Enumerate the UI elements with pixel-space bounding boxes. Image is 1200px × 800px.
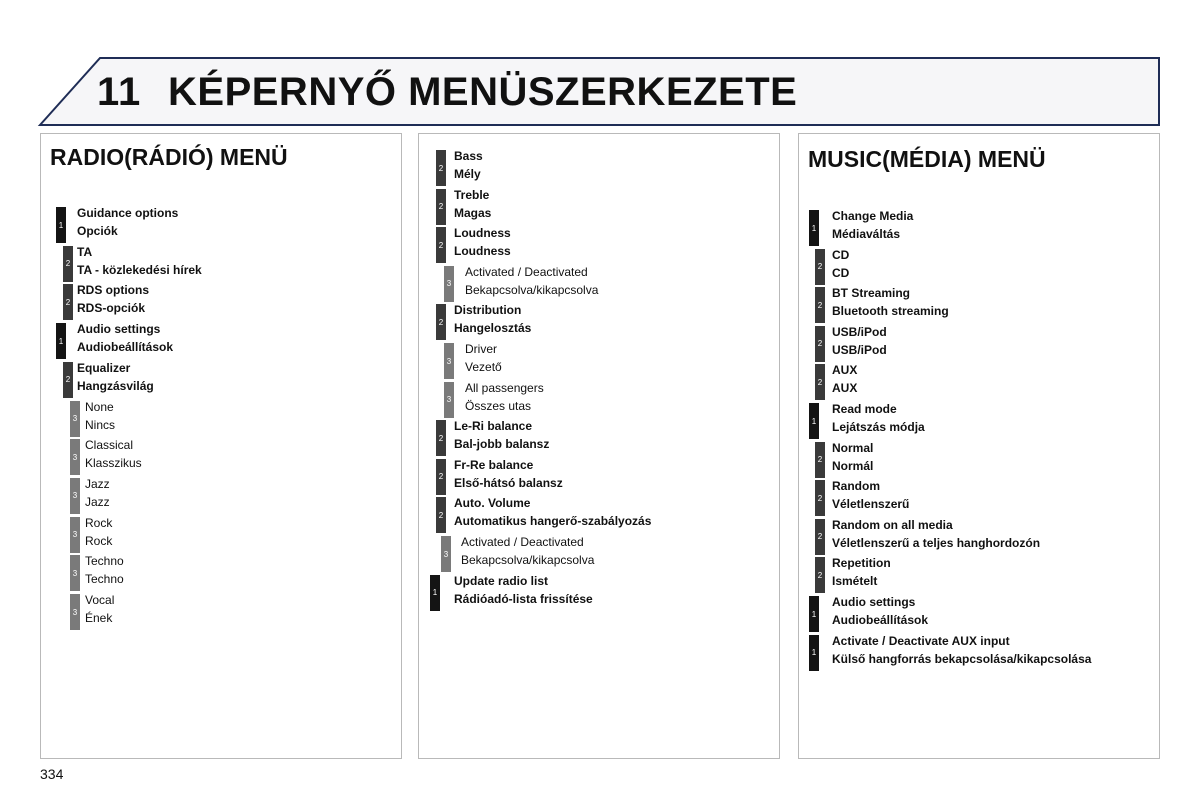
entry-label-hu: TA - közlekedési hírek (77, 262, 202, 277)
level-marker: 2 (815, 326, 825, 362)
level-marker: 2 (815, 364, 825, 400)
level-marker: 2 (815, 442, 825, 478)
level-marker: 2 (436, 497, 446, 533)
entry-label-en: USB/iPod (832, 324, 887, 339)
entry-labels (832, 632, 1091, 668)
entry-label-en: Auto. Volume (454, 496, 531, 511)
entry-label-en: Read mode (832, 402, 897, 416)
entry-label-hu: Normál (832, 458, 874, 473)
level-marker: 3 (444, 382, 454, 418)
chapter-number: 11 (97, 70, 142, 114)
level-marker: 1 (56, 207, 66, 243)
entry-label-hu: Rádióadó-lista frissítése (454, 591, 593, 606)
entry-label-hu: Ismételt (832, 574, 878, 589)
entry-labels (832, 554, 891, 590)
entry-label-en: Jazz (85, 476, 110, 491)
entry-labels (77, 243, 202, 279)
level-marker: 3 (70, 555, 80, 591)
level-marker: 2 (63, 362, 73, 398)
level-marker: 3 (70, 401, 80, 437)
entry-label-en: Change Media (832, 209, 914, 223)
audio-settings-panel (418, 133, 780, 759)
level-marker: 3 (441, 536, 451, 572)
entry-labels (454, 301, 531, 337)
entry-label-en: Normal (832, 440, 874, 455)
entry-labels (465, 379, 544, 415)
entry-label-hu: Bal-jobb balansz (454, 437, 550, 452)
entry-labels (454, 494, 651, 530)
entry-labels (77, 359, 154, 395)
entry-label-en: CD (832, 247, 850, 262)
level-marker: 2 (436, 227, 446, 263)
entry-label-hu: USB/iPod (832, 342, 887, 357)
entry-labels (85, 514, 112, 550)
entry-label-en: None (85, 399, 114, 414)
radio-menu-title: RADIO(RÁDIÓ) MENÜ (50, 144, 288, 170)
entry-label-en: Activated / Deactivated (461, 535, 584, 549)
entry-labels (832, 207, 913, 243)
entry-label-en: Activated / Deactivated (465, 264, 588, 279)
entry-label-en: TA (77, 244, 93, 259)
level-marker: 2 (436, 459, 446, 495)
level-marker: 3 (70, 478, 80, 514)
entry-label-hu: Opciók (77, 224, 118, 238)
entry-label-en: Repetition (832, 556, 891, 571)
entry-label-hu: Loudness (454, 244, 511, 259)
level-marker: 1 (809, 635, 819, 671)
level-marker: 2 (63, 246, 73, 282)
entry-label-en: Guidance options (77, 206, 179, 220)
entry-label-hu: Vezető (465, 360, 502, 374)
level-marker: 2 (815, 287, 825, 323)
entry-label-en: BT Streaming (832, 286, 911, 301)
entry-label-hu: Mély (454, 167, 481, 181)
level-marker: 3 (444, 343, 454, 379)
level-marker: 2 (815, 480, 825, 516)
entry-label-en: Fr-Re balance (454, 457, 534, 472)
level-marker: 2 (815, 519, 825, 555)
entry-label-en: Le-Ri balance (454, 419, 533, 434)
music-menu-title: MUSIC(MÉDIA) MENÜ (808, 146, 1046, 172)
entry-label-en: Distribution (454, 303, 522, 318)
entry-label-hu: Bluetooth streaming (832, 304, 949, 319)
page-number: 334 (40, 766, 64, 782)
entry-label-en: Equalizer (77, 360, 131, 375)
entry-label-en: Random on all media (832, 517, 953, 532)
entry-label-en: Rock (85, 515, 113, 530)
entry-label-en: Techno (85, 554, 124, 569)
entry-label-hu: Rock (85, 533, 113, 548)
entry-label-en: Audio settings (832, 595, 916, 609)
entry-labels (832, 593, 928, 629)
level-marker: 2 (815, 557, 825, 593)
entry-labels (77, 281, 149, 317)
entry-label-hu: Bekapcsolva/kikapcsolva (461, 553, 595, 567)
entry-labels (77, 320, 173, 356)
entry-label-hu: Automatikus hangerő-szabályozás (454, 514, 652, 529)
entry-labels (454, 572, 593, 608)
entry-label-en: All passengers (465, 380, 544, 395)
level-marker: 2 (436, 189, 446, 225)
level-marker: 2 (436, 304, 446, 340)
entry-label-hu: Techno (85, 572, 124, 587)
entry-label-en: Activate / Deactivate AUX input (832, 633, 1010, 648)
music-menu-panel (798, 133, 1160, 759)
level-marker: 2 (815, 249, 825, 285)
entry-label-en: RDS options (77, 283, 149, 298)
entry-labels (832, 246, 849, 282)
entry-label-en: Bass (454, 149, 483, 163)
entry-label-en: Update radio list (454, 573, 549, 588)
entry-labels (832, 400, 925, 436)
level-marker: 3 (444, 266, 454, 302)
entry-label-en: Audio settings (77, 322, 161, 337)
chapter-title: KÉPERNYŐ MENÜSZERKEZETE (168, 70, 798, 114)
level-marker: 2 (436, 420, 446, 456)
entry-label-hu: Lejátszás módja (832, 420, 925, 434)
entry-labels (832, 284, 949, 320)
level-marker: 1 (809, 403, 819, 439)
level-marker: 3 (70, 594, 80, 630)
entry-labels (85, 398, 115, 434)
radio-menu-panel (40, 133, 402, 759)
entry-label-hu: RDS-opciók (77, 301, 146, 316)
entry-label-hu: Első-hátsó balansz (454, 475, 563, 490)
entry-labels (454, 186, 491, 222)
entry-labels (465, 340, 502, 376)
entry-labels (85, 475, 110, 511)
entry-labels (85, 436, 142, 472)
entry-label-hu: Klasszikus (85, 456, 142, 471)
entry-labels (832, 477, 909, 513)
level-marker: 1 (430, 575, 440, 611)
level-marker: 1 (809, 596, 819, 632)
entry-label-hu: Bekapcsolva/kikapcsolva (465, 282, 599, 297)
entry-label-hu: Véletlenszerű a teljes hanghordozón (832, 535, 1041, 550)
level-marker: 3 (70, 517, 80, 553)
entry-labels (454, 456, 563, 492)
entry-label-hu: Hangelosztás (454, 321, 532, 336)
entry-label-hu: Nincs (85, 417, 116, 432)
entry-label-en: Driver (465, 342, 497, 356)
entry-label-hu: Hangzásvilág (77, 378, 154, 393)
entry-label-hu: Külső hangforrás bekapcsolása/kikapcsolása (832, 651, 1092, 666)
entry-label-en: Loudness (454, 226, 511, 241)
entry-label-hu: Véletlenszerű (832, 497, 910, 512)
entry-label-hu: CD (832, 265, 850, 280)
entry-label-en: Classical (85, 438, 134, 453)
entry-labels (454, 224, 511, 260)
entry-label-hu: Magas (454, 205, 492, 220)
level-marker: 1 (56, 323, 66, 359)
entry-label-hu: Összes utas (465, 398, 532, 413)
entry-labels (461, 533, 594, 569)
entry-label-en: AUX (832, 363, 858, 378)
entry-label-en: Vocal (85, 593, 115, 607)
entry-labels (465, 263, 598, 299)
entry-labels (832, 516, 1040, 552)
entry-label-en: Random (832, 479, 880, 494)
entry-label-hu: Jazz (85, 494, 110, 509)
entry-labels (832, 323, 887, 359)
level-marker: 1 (809, 210, 819, 246)
entry-label-hu: Audiobeállítások (832, 613, 929, 627)
entry-labels (832, 439, 873, 475)
entry-label-hu: AUX (832, 381, 858, 396)
entry-labels (85, 552, 124, 588)
entry-labels (77, 204, 178, 240)
entry-labels (832, 361, 857, 397)
level-marker: 2 (63, 284, 73, 320)
level-marker: 2 (436, 150, 446, 186)
entry-label-hu: Audiobeállítások (77, 340, 174, 355)
level-marker: 3 (70, 439, 80, 475)
entry-labels (454, 147, 483, 183)
entry-labels (85, 591, 114, 627)
entry-label-en: Treble (454, 187, 490, 202)
entry-label-hu: Ének (85, 611, 113, 625)
entry-label-hu: Médiaváltás (832, 227, 901, 241)
entry-labels (454, 417, 549, 453)
